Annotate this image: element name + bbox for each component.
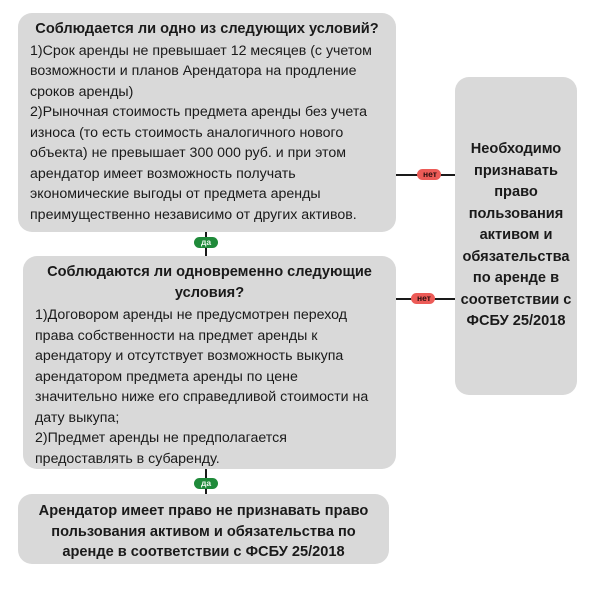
decision-box-no-ownership-transfer (23, 256, 396, 469)
condition-no-ownership-transfer: 1)Договором аренды не предусмотрен переход права собственности на предмет аренды к арендатору и отсутствует возможность выкупа арендатором предмета аренды по цене значительно ниже его справедливой стоимости на дату выкупа; (35, 307, 369, 426)
condition-low-value-asset: 2)Рыночная стоимость предмета аренды без учета износа (то есть стоимость аналогичного нового объекта) не превышает 300 000 руб. и при этом арендатор имеет возможность получать экономические выгоды от предмета аренды преимущественно независимо от других активов. (30, 104, 368, 223)
badge-yes-2: да (194, 478, 218, 489)
condition-lease-term: 1)Срок аренды не превышает 12 месяцев (с учетом возможности и планов Арендатора на продление сроков аренды) (30, 42, 372, 100)
decision-box-1-title: Соблюдается ли одно из следующих условий? (35, 21, 379, 37)
result-box-must-recognize (455, 77, 577, 395)
decision-box-2-title: Соблюдаются ли одновременно следующие условия? (47, 264, 372, 301)
decision-box-short-term-or-low-value (18, 13, 396, 232)
result-no-text: Необходимо признавать право пользования активом и обязательства по аренде в соответствии с ФСБУ 25/2018 (460, 141, 572, 330)
badge-yes-1: да (194, 237, 218, 248)
result-box-may-not-recognize (18, 494, 389, 564)
badge-no-1: нет (417, 169, 441, 180)
condition-no-sublease: 2)Предмет аренды не предполагается предоставлять в субаренду. (35, 430, 287, 467)
result-yes-text: Арендатор имеет право не признавать право пользования активом и обязательства по аренде в соответствии с ФСБУ 25/2018 (38, 503, 369, 560)
badge-no-2: нет (411, 293, 435, 304)
